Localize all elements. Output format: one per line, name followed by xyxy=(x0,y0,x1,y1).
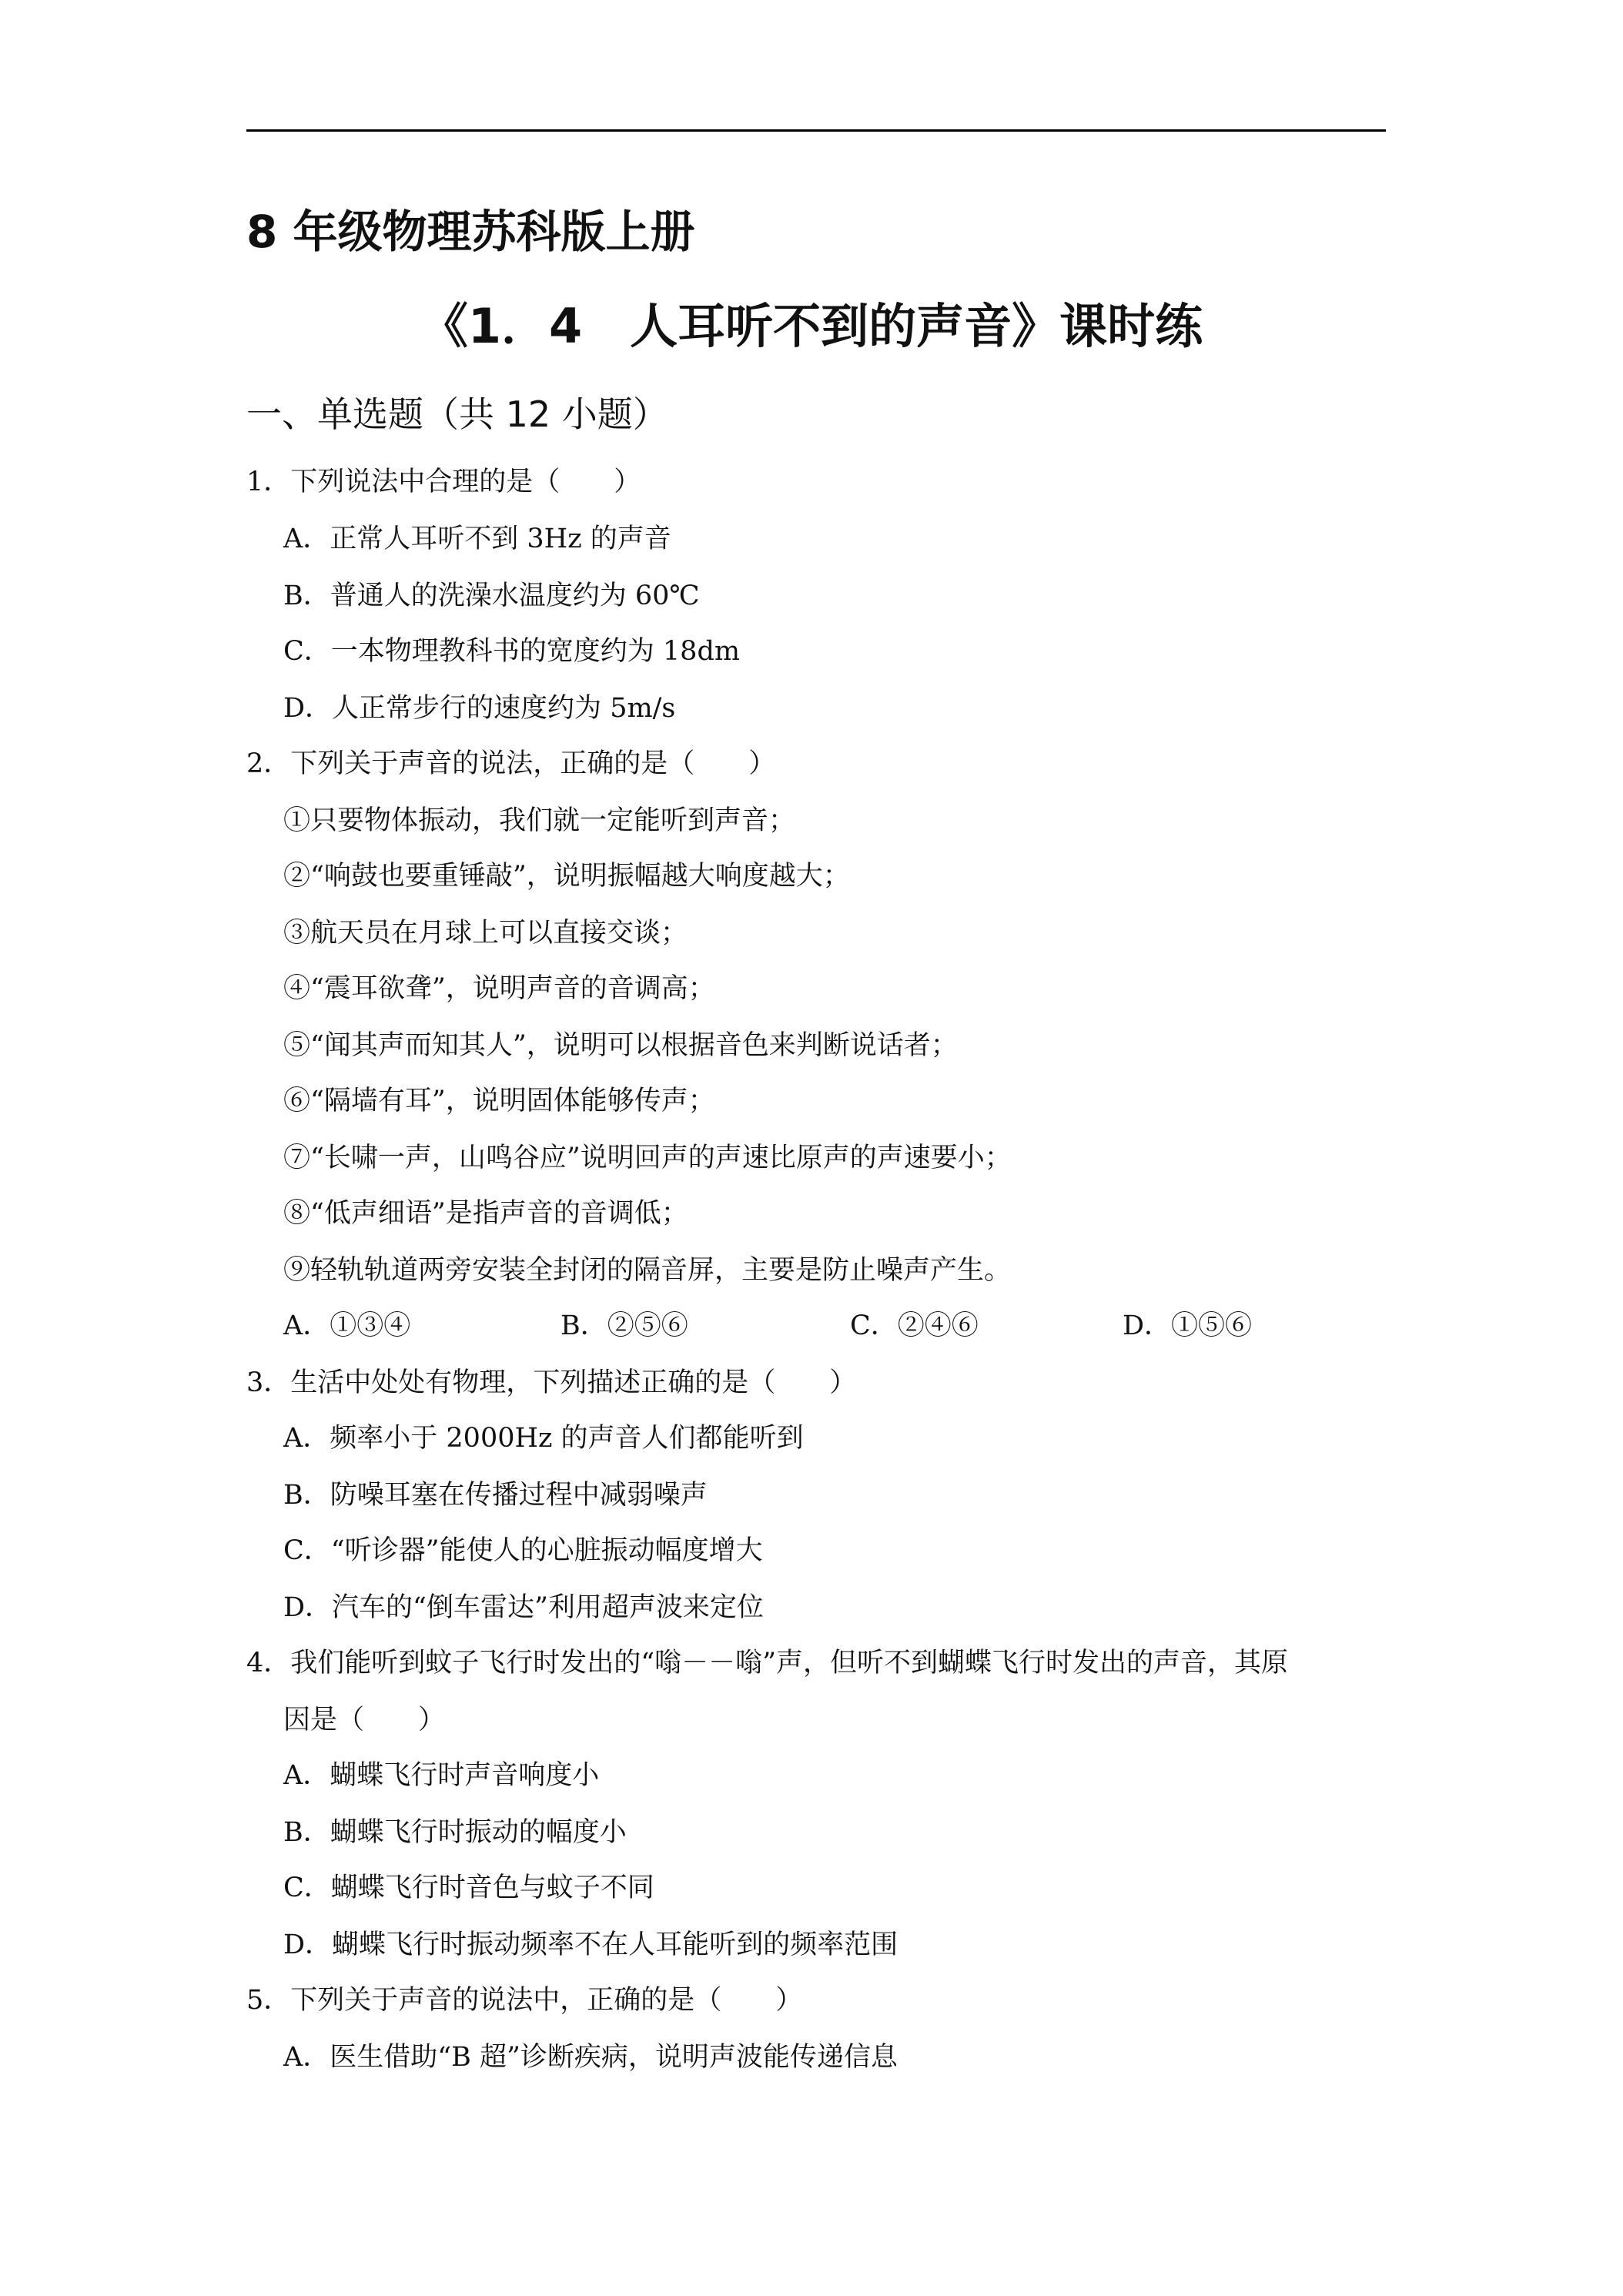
question-1-option-a: A．正常人耳听不到 3Hz 的声音 xyxy=(283,524,671,554)
question-4-option-b: B．蝴蝶飞行时振动的幅度小 xyxy=(283,1817,627,1848)
question-2-statement-1: ①只要物体振动，我们就一定能听到声音； xyxy=(283,805,796,836)
question-5-option-a: A．医生借助“B 超”诊断疾病，说明声波能传递信息 xyxy=(283,2042,898,2073)
question-2-statement-4: ④“震耳欲聋”，说明声音的音调高； xyxy=(283,973,715,1004)
question-2-statement-8: ⑧“低声细语”是指声音的音调低； xyxy=(283,1198,688,1229)
question-3-option-a: A．频率小于 2000Hz 的声音人们都能听到 xyxy=(283,1423,804,1454)
question-1-option-c: C．一本物理教科书的宽度约为 18dm xyxy=(283,636,741,667)
question-2-option-a: A．①③④ xyxy=(283,1310,411,1341)
question-2-options xyxy=(0,1307,1623,1344)
question-4-option-c: C．蝴蝶飞行时音色与蚊子不同 xyxy=(283,1873,654,1903)
question-2-statement-7: ⑦“长啸一声，山鸣谷应”说明回声的声速比原声的声速要小； xyxy=(283,1143,1012,1173)
question-2-statement-3: ③航天员在月球上可以直接交谈； xyxy=(283,918,688,949)
question-1-option-d: D．人正常步行的速度约为 5m/s xyxy=(283,693,676,724)
header-rule xyxy=(246,129,1386,132)
question-2-statement-9: ⑨轻轨轨道两旁安装全封闭的隔音屏，主要是防止噪声产生。 xyxy=(283,1255,1012,1286)
question-5-stem: 5．下列关于声音的说法中，正确的是（ ） xyxy=(246,1985,803,2016)
question-1-option-b: B．普通人的洗澡水温度约为 60℃ xyxy=(283,581,700,611)
section-heading: 一、单选题（共 12 小题） xyxy=(246,393,668,435)
question-4-option-d: D．蝴蝶飞行时振动频率不在人耳能听到的频率范围 xyxy=(283,1930,899,1960)
question-2-statement-5: ⑤“闻其声而知其人”，说明可以根据音色来判断说话者； xyxy=(283,1030,958,1061)
question-2-option-c: C．②④⑥ xyxy=(850,1310,979,1341)
question-2-statement-6: ⑥“隔墙有耳”，说明固体能够传声； xyxy=(283,1086,715,1116)
question-4-stem: 4．我们能听到蚊子飞行时发出的“嗡－－嗡”声，但听不到蝴蝶飞行时发出的声音，其原 xyxy=(246,1648,1289,1678)
question-2-option-d: D．①⑤⑥ xyxy=(1123,1310,1253,1341)
question-2-option-b: B．②⑤⑥ xyxy=(561,1310,688,1341)
doc-title: 8 年级物理苏科版上册 xyxy=(246,206,695,258)
question-3-option-d: D．汽车的“倒车雷达”利用超声波来定位 xyxy=(283,1592,764,1623)
question-1-stem: 1．下列说法中合理的是（ ） xyxy=(246,467,641,497)
question-3-stem: 3．生活中处处有物理，下列描述正确的是（ ） xyxy=(246,1367,857,1398)
question-2-stem: 2．下列关于声音的说法，正确的是（ ） xyxy=(246,748,776,779)
question-4-stem-continued: 因是（ ） xyxy=(283,1705,446,1735)
question-2-statement-2: ②“响鼓也要重锤敲”，说明振幅越大响度越大； xyxy=(283,861,850,892)
question-3-option-c: C．“听诊器”能使人的心脏振动幅度增大 xyxy=(283,1535,763,1566)
doc-subtitle: 《1．4 人耳听不到的声音》课时练 xyxy=(420,298,1203,354)
question-3-option-b: B．防噪耳塞在传播过程中减弱噪声 xyxy=(283,1480,708,1511)
question-4-option-a: A．蝴蝶飞行时声音响度小 xyxy=(283,1760,600,1791)
